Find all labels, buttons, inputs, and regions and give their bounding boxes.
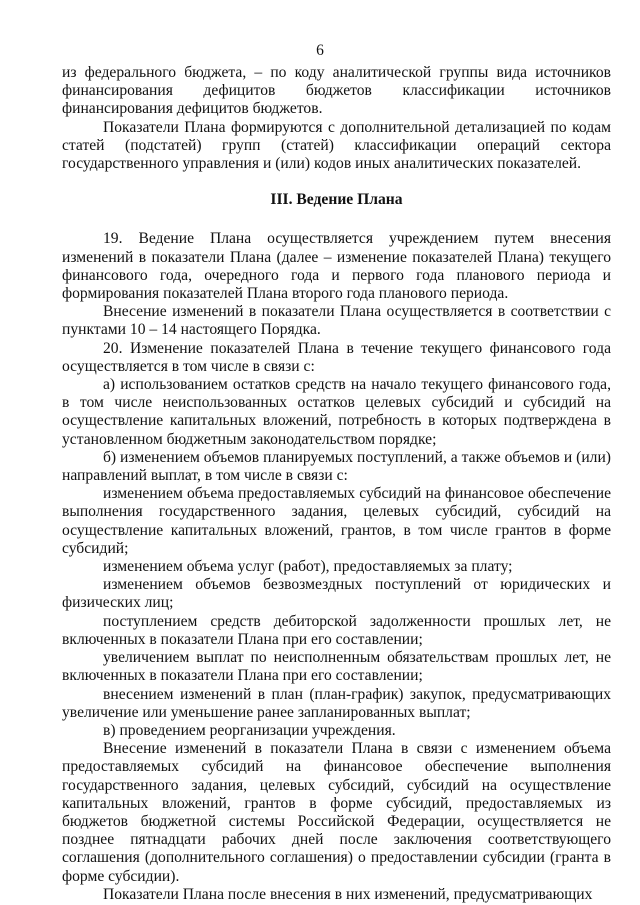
sub-item-unfulfilled-obligations: увеличением выплат по неисполненным обязательствам прошлых лет, не включенных в показатели Плана при его составлении; xyxy=(62,649,611,685)
sub-item-gratuitous-receipts: изменением объемов безвозмездных поступлений от юридических и физических лиц; xyxy=(62,576,611,612)
list-item-b: б) изменением объемов планируемых поступлений, а также объемов и (или) направлений выплат, в том числе в связи с: xyxy=(62,448,611,485)
sub-item-procurement-plan: внесением изменений в план (план-график) закупок, предусматривающих увеличение или уменьшение ранее запланированных выплат; xyxy=(62,685,611,721)
list-item-a: а) использованием остатков средств на начало текущего финансового года, в том числе неиспользованных остатков целевых субсидий и субсидий на осуществление капитальных вложений, потребность в которых подтверждена в установленном бюджетным законодательством порядке; xyxy=(62,376,611,448)
paragraph-changes-reference: Внесение изменений в показатели Плана осуществляется в соответствии с пунктами 10 – 14 настоящего Порядка. xyxy=(62,303,611,339)
paragraph-plan-after-changes: Показатели Плана после внесения в них изменений, предусматривающих xyxy=(103,885,593,903)
sub-item-receivables: поступлением средств дебиторской задолженности прошлых лет, не включенных в показатели Плана при его составлении; xyxy=(62,612,611,648)
page-number: 6 xyxy=(316,42,324,59)
list-item-v: в) проведением реорганизации учреждения. xyxy=(103,721,396,739)
document-body xyxy=(62,64,611,904)
paragraph-item-19: 19. Ведение Плана осуществляется учреждением путем внесения изменений в показатели Плана (далее – изменение показателей Плана) текущего финансового года, очередного года и первого года планового периода и формирования показателей Плана второго года планового периода. xyxy=(62,230,611,303)
paragraph-subsidy-changes-deadline: Внесение изменений в показатели Плана в связи с изменением объема предоставляемых субсидий на финансовое обеспечение выполнения государственного задания, целевых субсидий, субсидий на осуществление капитальных вложений, грантов в форме субсидий, предоставляемых из бюджетов бюджетной системы Российской Федерации, осуществляется не позднее пятнадцати рабочих дней после заключения соответствующего соглашения (дополнительного соглашения) о предоставлении субсидии (гранта в форме субсидии). xyxy=(62,740,611,885)
sub-item-paid-services: изменением объема услуг (работ), предоставляемых за плату; xyxy=(103,558,513,576)
paragraph-item-20: 20. Изменение показателей Плана в течение текущего финансового года осуществляется в том числе в связи с: xyxy=(62,339,611,375)
paragraph-continuation: из федерального бюджета, – по коду аналитической группы вида источников финансирования дефицитов бюджетов классификации источников финансирования дефицитов бюджетов. xyxy=(62,64,611,118)
sub-item-subsidies: изменением объема предоставляемых субсидий на финансовое обеспечение выполнения государственного задания, целевых субсидий, субсидий на осуществление капитальных вложений, грантов, в том числе грантов в форме субсидий; xyxy=(62,485,611,557)
paragraph-detailing: Показатели Плана формируются с дополнительной детализацией по кодам статей (подстатей) групп (статей) классификации операций сектора государственного управления и (или) кодов иных аналитических показателей. xyxy=(62,118,611,173)
section-heading: III. Ведение Плана xyxy=(270,191,403,209)
